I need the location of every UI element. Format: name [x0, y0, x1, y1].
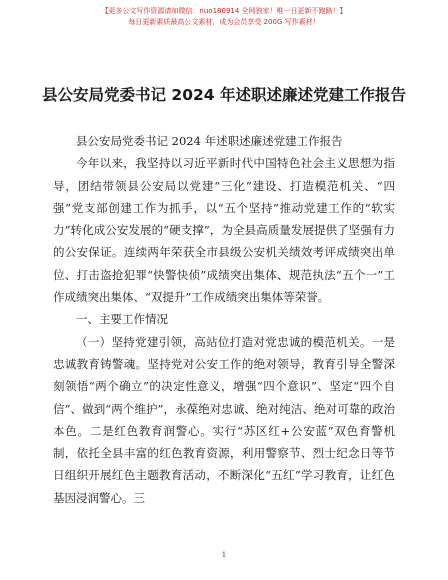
document-subtitle: 县公安局党委书记 2024 年述职述廉述党建工作报告: [76, 134, 343, 148]
document-title: 县公安局党委书记 2024 年述职述廉述党建工作报告: [42, 86, 406, 104]
promo-banner-line-1: 【更多公文写作资源请加微信：nuo180914 全网独家！唯一日更新不跑路！】: [101, 7, 347, 15]
promo-banner: [0, 6, 448, 28]
section-heading: 一、主要工作情况: [76, 312, 168, 327]
intro-paragraph: 今年以来，我坚持以习近平新时代中国特色社会主义思想为指导，团结带领县公安局以党建“三化”建设、打造模范机关、“四强”党支部创建工作为抓手，以“五个坚持”推动党建工作的“软实力”转化成公安发展的“硬支撑”，为全县高质量发展提供了坚强有力的公安保证。连续两年荣获全市县级公安机关绩效考评成绩突出单位、打击盗抢犯罪“快警快侦”成绩突出集体、规范执法“五个一”工作成绩突出集体、“双提升”工作成绩突出集体等荣誉。: [53, 156, 395, 305]
document-body: [53, 130, 395, 509]
promo-banner-line-2: 每日更新素质最高公文素材，成为会员享受 200G 写作素材！: [128, 18, 320, 26]
page-number: 1: [221, 551, 227, 559]
body-paragraph: （一）坚持党建引领，高站位打造对党忠诚的模范机关。一是忠诚教育铸警魂。坚持党对公安工作的绝对领导，教育引导全警深刻领悟“两个确立”的决定性意义，增强“四个意识”、坚定“四个自信”、做到“两个维护”，永葆绝对忠诚、绝对纯洁、绝对可靠的政治本色。二是红色教育润警心。实行“苏区红+公安蓝”双色育警机制，依托全县丰富的红色教育资源，利用警察节、烈士纪念日等节日组织开展红色主题教育活动，不断深化“五红”学习教育，让红色基因浸润警心。三: [53, 334, 395, 505]
